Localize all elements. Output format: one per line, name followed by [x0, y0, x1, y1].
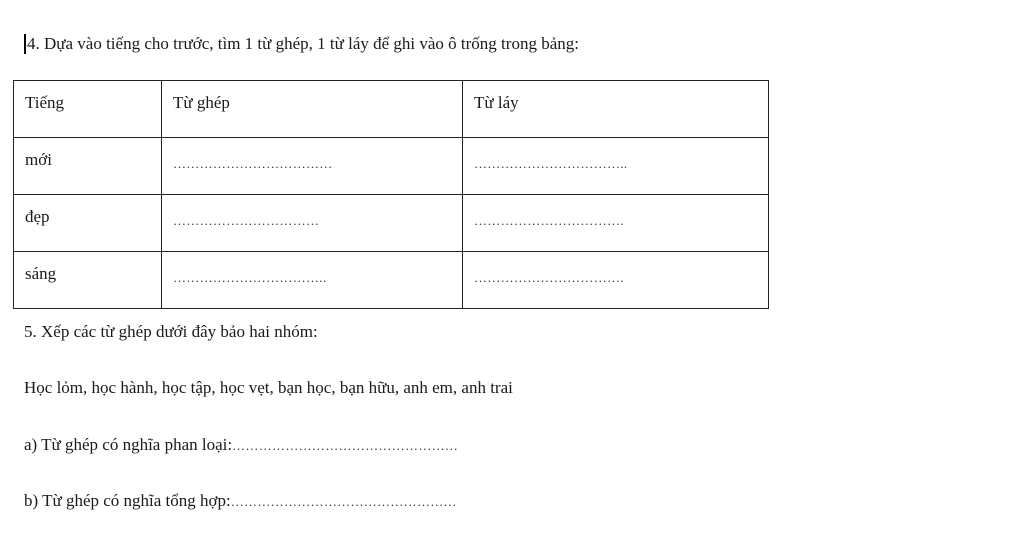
table-row	[14, 138, 769, 195]
tu-lay-blank[interactable]: ……………………………..	[463, 138, 769, 195]
answer-a-label: a) Từ ghép có nghĩa phan loại:	[24, 435, 233, 454]
tu-lay-blank[interactable]: …………………………….	[463, 252, 769, 309]
question-5-heading: 5. Xếp các từ ghép dưới đây bảo hai nhóm:	[24, 322, 318, 341]
tu-ghep-blank[interactable]: ………………………………	[162, 138, 463, 195]
word-list: Học lỏm, học hành, học tập, học vẹt, bạn học, bạn hữu, anh em, anh trai	[24, 378, 513, 397]
tu-ghep-blank[interactable]: ……………………………	[162, 195, 463, 252]
table-header-row	[14, 81, 769, 138]
answer-b-blank[interactable]: ……………………………………………	[230, 494, 457, 509]
question-4-heading	[24, 34, 579, 54]
table-row	[14, 252, 769, 309]
tieng-cell: mới	[14, 138, 162, 195]
question-4-text: . Dựa vào tiếng cho trước, tìm 1 từ ghép, 1 từ láy để ghi vào ô trống trong bảng:	[35, 34, 579, 53]
answer-b-label: b) Từ ghép có nghĩa tổng hợp:	[24, 491, 231, 510]
tu-lay-blank[interactable]: …………………………….	[463, 195, 769, 252]
header-cell-tieng: Tiếng	[14, 81, 162, 138]
answer-a-blank[interactable]: ……………………………………………	[232, 438, 459, 453]
header-cell-tu-lay: Từ láy	[463, 81, 769, 138]
answer-a-line	[24, 435, 458, 455]
question-4-number: 4	[24, 34, 36, 54]
tu-ghep-blank[interactable]: ……………………………..	[162, 252, 463, 309]
answer-b-line	[24, 491, 457, 511]
tieng-cell: sáng	[14, 252, 162, 309]
word-table	[13, 80, 769, 309]
header-cell-tu-ghep: Từ ghép	[162, 81, 463, 138]
tieng-cell: đẹp	[14, 195, 162, 252]
table-row	[14, 195, 769, 252]
